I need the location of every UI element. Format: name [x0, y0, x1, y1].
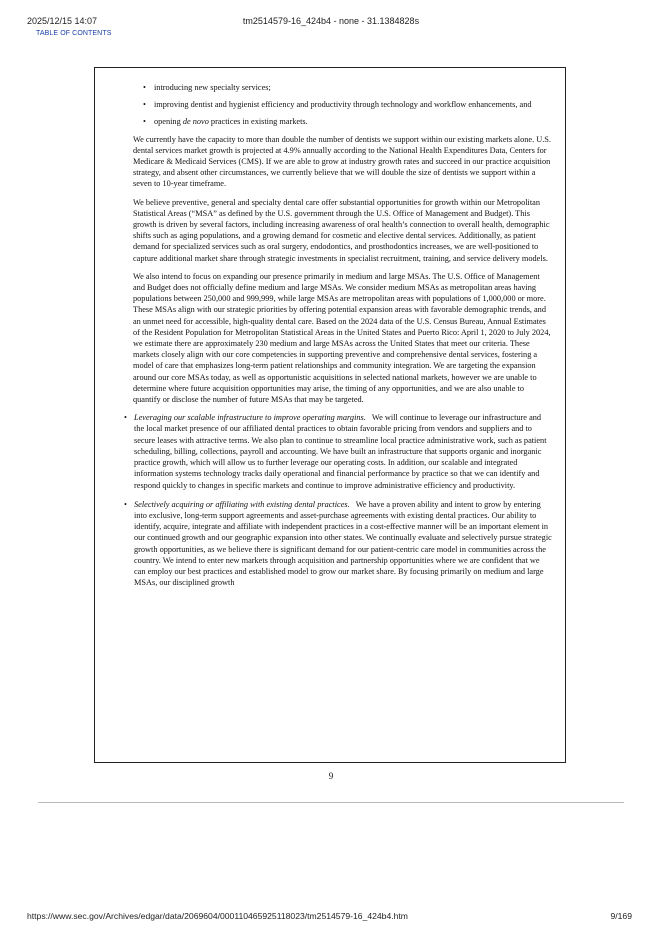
- list-item: [120, 412, 552, 490]
- bullet-body: We will continue to leverage our infrastructure and the local market presence of our affiliated dental practices to obtain favorable pricing from vendors and suppliers and to secure leases with attractive terms. We also plan to continue to streamline local practice administrative work, such as patient scheduling, billing, collections, payroll and accounting. We have built an infrastructure that supports organic and inorganic practice growth, which will allow us to further leverage our operating costs. In addition, our scalable and integrated information systems technology tracks daily operational and financial performance by practice so that we can identify and respond quickly to changes in specific markets and continue to improve administrative efficiency and productivity.: [134, 413, 547, 490]
- paragraph-capacity: We currently have the capacity to more than double the number of dentists we support within our existing markets alone. U.S. dental services market growth is projected at 4.9% annually according to the National Health Expenditures Data, Centers for Medicare & Medicaid Services (CMS). If we are able to grow at industry growth rates and succeed in our practice acquisition strategy, and absent other circumstances, we currently believe that we will double the size of dentists we support within a seven to 10-year timeframe.: [133, 134, 551, 189]
- strategy-list: [120, 412, 552, 588]
- table-of-contents-link[interactable]: TABLE OF CONTENTS: [36, 30, 112, 37]
- document-title: tm2514579-16_424b4 - none - 31.1384828s: [242, 16, 420, 26]
- list-item: • introducing new specialty services;: [143, 82, 552, 93]
- bullet-heading: Selectively acquiring or affiliating with existing dental practices.: [134, 499, 350, 509]
- document-body: [120, 82, 552, 596]
- strategy-sub-list: [143, 82, 552, 128]
- footer-page-count: 9/169: [610, 911, 632, 921]
- paragraph-specialty-care: We believe preventive, general and specialty dental care offer substantial opportunities for growth within our Metropolitan Statistical Areas (“MSA” as defined by the U.S. government through the U.S. Office of Management and Budget). This growth is driven by several factors, including increasing awareness of oral health’s connection to overall health, demographic shifts such as aging populations, and a growing demand for cosmetic and elective dental services. Additionally, as patient demand for specialized services such as oral surgery, endodontics, and prosthodontics increases, we are well-positioned to capture additional market share through strategic investments in specialist recruitment, training, and service delivery models.: [133, 197, 550, 263]
- list-item: • improving dentist and hygienist efficiency and productivity through technology and workflow enhancements, and: [143, 99, 552, 110]
- bullet-heading: Leveraging our scalable infrastructure to improve operating margins.: [134, 413, 366, 423]
- paragraph-msa-expansion: We also intend to focus on expanding our presence primarily in medium and large MSAs. The U.S. Office of Management and Budget does not officially define medium and large MSAs. We consider medium MSAs as metropolitan areas having populations between 250,000 and 999,999, while large MSAs are metropolitan areas with populations of 1,000,000 or more. These MSAs align with our strategic priorities by offering potential expansion areas with favorable demographic trends, and an unmet need for accessible, high-quality dental care. Based on the 2024 data of the U.S. Census Bureau, Annual Estimates of the Resident Population for Metropolitan Statistical Areas in the United States and Puerto Rico: April 1, 2020 to July 2024, we estimate there are approximately 230 medium and large MSAs across the United States that meet our criteria. These markets closely align with our core competencies in supporting preventive and comprehensive dental services, fostering a model of care that emphasizes long-term patient relationships and community integration. We are targeting the expansion around our core MSAs today, as well as opportunistic acquisitions in selected national markets, however we are unable to determine where future acquisition opportunities may arise, the timing of any opportunities, and we are also unable to quantify or disclose the number of future MSAs that may be targeted.: [133, 271, 551, 405]
- list-item: [120, 499, 552, 589]
- divider: [38, 802, 624, 803]
- footer-url: https://www.sec.gov/Archives/edgar/data/2069604/000110465925118023/tm2514579-16_424b4.htm: [27, 911, 408, 921]
- page-number: 9: [328, 771, 334, 781]
- print-datetime: 2025/12/15 14:07: [27, 16, 98, 26]
- bullet-body: We have a proven ability and intent to grow by entering into exclusive, long-term support agreements and asset-purchase agreements with existing dental practices. Our ability to identify, acquire, integrate and affiliate with independent practices in a cost-effective manner will be an important element in our continued growth and our geographic expansion into other states. We continually evaluate and selectively pursue strategic growth opportunities, as we believe there is significant demand for our patient-centric care model in communities across the country. We intend to enter new markets through acquisition and partnership opportunities where we are confident that we can employ our best practices and established model to grow our market share. By focusing primarily on medium and large MSAs, our disciplined growth: [134, 499, 552, 588]
- list-item: • opening de novo practices in existing markets.: [143, 116, 552, 127]
